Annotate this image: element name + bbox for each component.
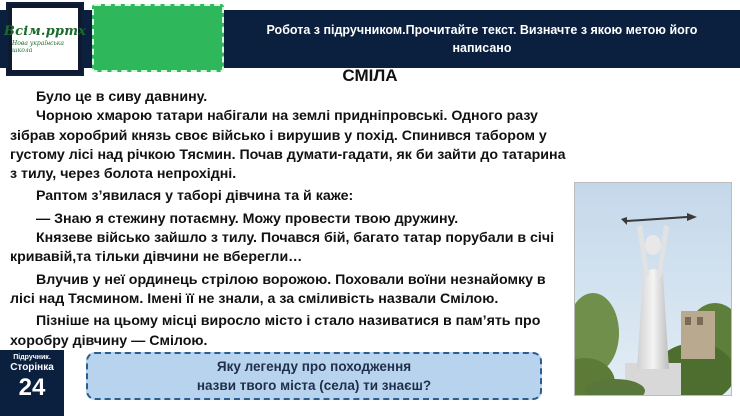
story-paragraph: — Знаю я стежину потаємну. Можу провести твою дружину. (36, 210, 459, 227)
story-paragraph: Раптом з’явилася у таборі дівчина та й каже: (36, 188, 354, 205)
question-line-1: Яку легенду про походження (216, 359, 412, 374)
page-label-small: Підручник. (13, 354, 51, 361)
logo-subtitle: Нова українська школа (12, 40, 64, 54)
page-label: Сторінка (10, 362, 54, 373)
story-paragraph: Було це в сиву давнину. (36, 89, 208, 105)
logo-tile (3, 2, 87, 76)
monument-image (575, 183, 732, 396)
green-decor-panel (92, 4, 224, 72)
story-paragraph: Влучив у неї ординець стрілою ворожою. Поховали воїни незнайомку в лісі над Тясмином. Імені її не знали, а за сміливість назвали Смілою. (10, 271, 546, 307)
question-line-2: назви твого міста (села) ти знаєш? (196, 378, 432, 393)
question-box (86, 352, 542, 400)
story-paragraph: Чорною хмарою татари набігали на землі придніпровські. Одного разу зібрав хоробрий князь своє військо і вирушив у похід. Спинився табором у густому лісі над річкою Тясмин. Почав думати-гадати, як би зайти до татарина з тилу, через болота непрохідні. (10, 108, 566, 183)
monument-photo (574, 182, 732, 396)
story-title: СМІЛА (342, 66, 398, 85)
story-paragraph: Князеве військо зайшло з тилу. Почався бій, багато татар порубали в січі кривавій,та тільки дівчини не вберегли… (10, 230, 555, 266)
page-badge (0, 350, 64, 416)
story-paragraph: Пізніше на цьому місці виросло місто і стало називатися в пам’ять про хоробру дівчину — Смілою. (10, 313, 541, 349)
story-text (10, 88, 570, 354)
logo-text: Всім.ppтх (3, 24, 87, 39)
logo (3, 8, 87, 70)
task-instruction: Робота з підручником.Прочитайте текст. Визначте з якою метою його написано (266, 23, 698, 55)
page-number: 24 (18, 374, 46, 401)
